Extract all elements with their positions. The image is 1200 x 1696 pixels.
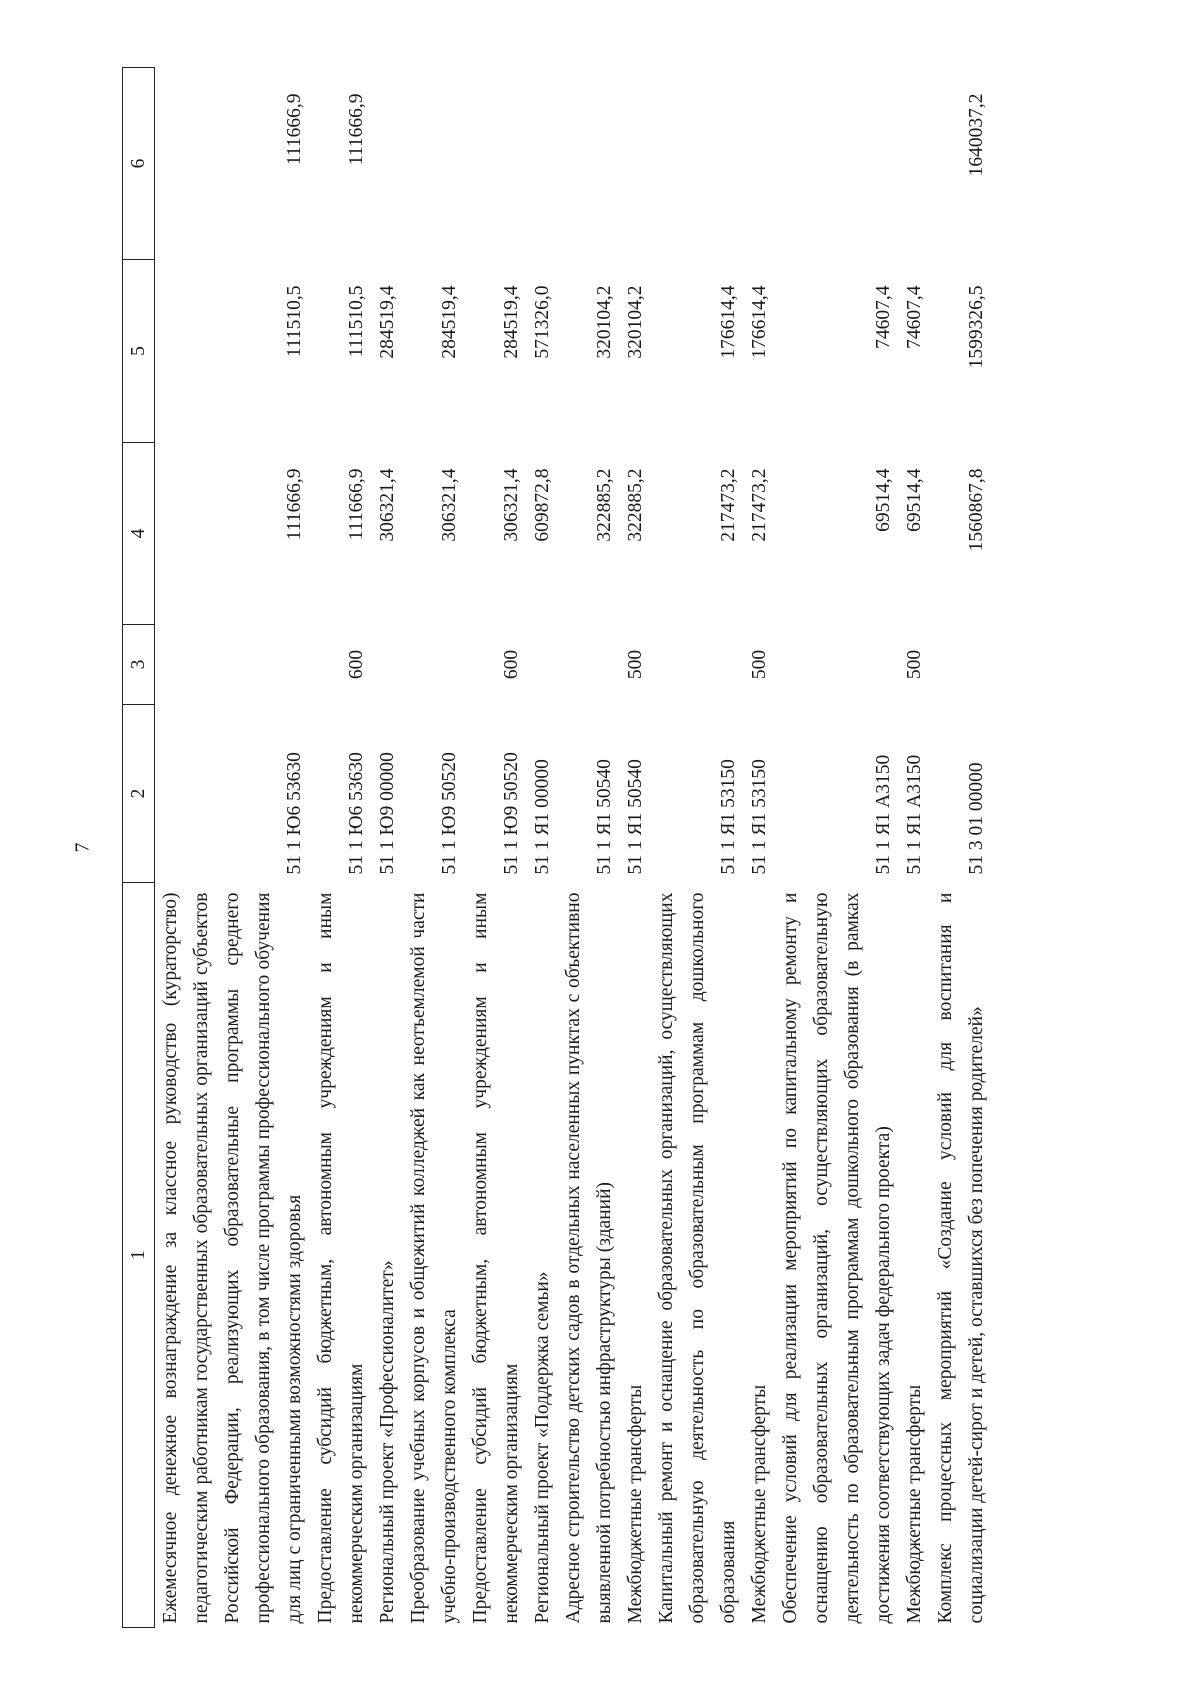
table-row (930, 68, 992, 1628)
row-name: Ежемесячное денежное вознаграждение за классное руководство (кураторство) педагогическим работникам государственных образовательных организаций субъектов Российской Федерации, реализующих образовательные программы среднего профессионального образования, в том числе программы профессионального обучения для лиц с ограниченными возможностями здоровья (160, 892, 305, 1624)
row-expense-type: 600 (501, 649, 522, 680)
row-value-col5: 284519,4 (501, 285, 522, 359)
budget-table-sheet (122, 68, 1138, 1628)
row-code: 51 1 Я1 50540 (625, 759, 646, 875)
header-col-6: 6 (123, 68, 155, 260)
table-row (155, 68, 311, 1628)
row-code: 51 1 Ю6 53630 (346, 752, 367, 875)
row-expense-type (651, 625, 744, 705)
row-value-col6 (372, 68, 403, 260)
table-row (744, 68, 775, 1628)
header-col-4: 4 (123, 443, 155, 625)
row-value-col4: 217473,2 (718, 468, 739, 542)
row-expense-type: 500 (625, 649, 646, 680)
table-row (775, 68, 899, 1628)
row-value-col6: 1640037,2 (966, 93, 987, 177)
row-code: 51 1 Я1 00000 (532, 759, 553, 875)
row-expense-type (558, 625, 620, 705)
row-value-col5: 320104,2 (625, 285, 646, 359)
table-row (620, 68, 651, 1628)
row-value-col5: 111510,5 (284, 285, 305, 358)
row-value-col6: 111666,9 (284, 93, 305, 166)
table-row (403, 68, 465, 1628)
row-value-col4: 111666,9 (284, 468, 305, 541)
row-name: Преобразование учебных корпусов и общежитий колледжей как неотъемлемой части учебно-производственного комплекса (408, 892, 460, 1624)
row-code: 51 1 Ю9 00000 (377, 752, 398, 875)
row-value-col4: 322885,2 (594, 468, 615, 542)
row-code: 51 1 Я1 53150 (749, 759, 770, 875)
header-col-1: 1 (123, 883, 155, 1628)
row-value-col6 (558, 68, 620, 260)
row-expense-type (930, 625, 992, 705)
row-expense-type (775, 625, 899, 705)
row-name: Межбюджетные трансферты (904, 1384, 925, 1624)
row-expense-type: 500 (749, 649, 770, 680)
table-row (465, 68, 527, 1628)
row-name: Межбюджетные трансферты (625, 1384, 646, 1624)
row-expense-type (527, 625, 558, 705)
row-expense-type: 500 (904, 649, 925, 680)
row-value-col5: 176614,4 (749, 285, 770, 359)
row-code: 51 1 Ю9 50520 (501, 752, 522, 875)
row-name: Предоставление субсидий бюджетным, автономным учреждениям и иным некоммерческим организациям (470, 892, 522, 1624)
row-value-col5: 571326,0 (532, 285, 553, 359)
row-value-col4: 306321,4 (439, 468, 460, 542)
row-value-col4: 306321,4 (377, 468, 398, 542)
page-number: 7 (71, 842, 94, 853)
table-row (310, 68, 372, 1628)
row-name: Межбюджетные трансферты (749, 1384, 770, 1624)
row-expense-type (155, 625, 311, 705)
row-value-col6 (465, 68, 527, 260)
row-value-col6 (527, 68, 558, 260)
row-code: 51 1 Я1 50540 (594, 759, 615, 875)
row-value-col5: 74607,4 (904, 285, 925, 349)
row-value-col4: 306321,4 (501, 468, 522, 542)
row-name: Предоставление субсидий бюджетным, автономным учреждениям и иным некоммерческим организациям (315, 892, 367, 1624)
row-value-col4: 609872,8 (532, 468, 553, 542)
row-value-col6 (620, 68, 651, 260)
row-name: Обеспечение условий для реализации мероприятий по капитальному ремонту и оснащению образовательных организаций, осуществляющих образовательную деятельность по образовательным программам дошкольного образования (в рамках достижения соответствующих задач федерального проекта) (780, 892, 894, 1624)
row-code: 51 1 Я1 А3150 (873, 754, 894, 875)
row-value-col5: 176614,4 (718, 285, 739, 359)
row-value-col4: 69514,4 (904, 468, 925, 532)
row-code: 51 1 Я1 53150 (718, 759, 739, 875)
row-code: 51 3 01 00000 (966, 762, 987, 875)
row-value-col5: 320104,2 (594, 285, 615, 359)
table-row (372, 68, 403, 1628)
row-expense-type: 600 (346, 649, 367, 680)
table-row (899, 68, 930, 1628)
row-value-col5: 74607,4 (873, 285, 894, 349)
header-col-3: 3 (123, 625, 155, 705)
row-name: Региональный проект «Поддержка семьи» (532, 1271, 553, 1624)
row-value-col4: 217473,2 (749, 468, 770, 542)
row-value-col5: 1599326,5 (966, 285, 987, 369)
row-code: 51 1 Ю9 50520 (439, 752, 460, 875)
row-value-col5: 111510,5 (346, 285, 367, 358)
table-header-row (123, 68, 155, 1628)
row-name: Адресное строительство детских садов в отдельных населенных пунктах с объективно выявленной потребностью инфраструктуры (зданий) (563, 892, 615, 1624)
row-value-col6 (744, 68, 775, 260)
row-name: Комплекс процессных мероприятий «Создание условий для воспитания и социализации детей-сирот и детей, оставшихся без попечения родителей» (935, 892, 987, 1624)
row-value-col6: 111666,9 (346, 93, 367, 166)
table-row (651, 68, 744, 1628)
row-value-col5: 284519,4 (439, 285, 460, 359)
row-value-col4: 111666,9 (346, 468, 367, 541)
row-name: Региональный проект «Профессионалитет» (377, 1260, 398, 1624)
table-row (558, 68, 620, 1628)
row-name: Капитальный ремонт и оснащение образовательных организаций, осуществляющих образовательную деятельность по образовательным программам дошкольного образования (656, 892, 739, 1624)
row-value-col5: 284519,4 (377, 285, 398, 359)
budget-table (122, 67, 992, 1628)
header-col-2: 2 (123, 705, 155, 883)
row-expense-type (372, 625, 403, 705)
row-value-col4: 1560867,8 (966, 468, 987, 552)
row-value-col4: 69514,4 (873, 468, 894, 532)
row-value-col6 (775, 68, 899, 260)
row-code: 51 1 Ю6 53630 (284, 752, 305, 875)
row-value-col6 (403, 68, 465, 260)
table-row (527, 68, 558, 1628)
row-value-col6 (651, 68, 744, 260)
row-value-col6 (899, 68, 930, 260)
header-col-5: 5 (123, 260, 155, 443)
row-expense-type (403, 625, 465, 705)
row-value-col4: 322885,2 (625, 468, 646, 542)
row-code: 51 1 Я1 А3150 (904, 754, 925, 875)
